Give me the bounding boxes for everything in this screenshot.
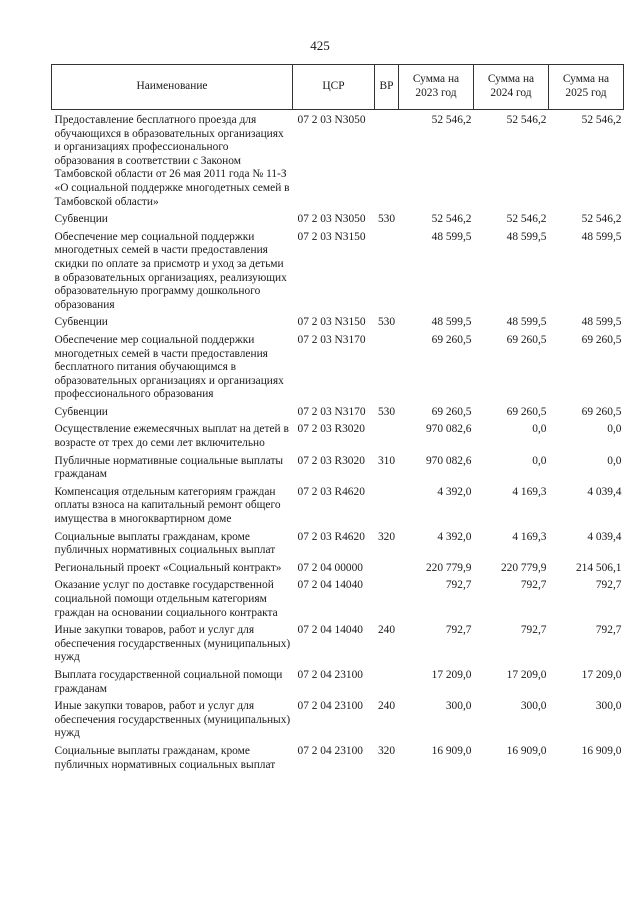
cell-sum-2025: 48 599,5 — [581, 230, 622, 243]
cell-sum-2025: 300,0 — [595, 700, 622, 713]
cell-name: Субвенции — [54, 316, 108, 329]
cell-sum-2023: 52 546,2 — [431, 213, 472, 226]
cell-sum-2025: 52 546,2 — [581, 213, 622, 226]
table-row — [52, 579, 624, 624]
header-sum-2023: Сумма на 2023 год — [399, 65, 474, 110]
cell-sum-2025: 52 546,2 — [581, 114, 622, 126]
cell-csr: 07 2 03 N3050 — [297, 114, 366, 126]
table-row — [52, 745, 624, 776]
cell-vr: 320 — [377, 530, 396, 543]
header-sum-2024: Сумма на 2024 год — [474, 65, 549, 110]
cell-sum-2024: 4 169,3 — [512, 530, 547, 543]
table-row — [52, 486, 624, 531]
cell-vr: 530 — [377, 405, 396, 418]
cell-csr: 07 2 04 23100 — [297, 744, 363, 757]
table-row — [52, 455, 624, 486]
cell-csr: 07 2 04 23100 — [297, 700, 363, 713]
table-row — [52, 531, 624, 562]
cell-sum-2024: 16 909,0 — [506, 744, 547, 757]
cell-vr — [375, 231, 399, 317]
cell-sum-2024: 0,0 — [532, 454, 547, 467]
cell-sum-2025: 792,7 — [595, 624, 622, 637]
cell-sum-2025: 4 039,4 — [587, 485, 622, 498]
cell-sum-2024: 220 779,9 — [500, 561, 547, 574]
cell-vr — [375, 486, 399, 531]
cell-csr: 07 2 03 N3150 — [297, 316, 366, 329]
cell-sum-2023: 17 209,0 — [431, 668, 472, 681]
cell-name: Компенсация отдельным категориям граждан оплаты взноса на капитальный ремонт общего имущества в многоквартирном доме — [54, 485, 281, 526]
cell-vr — [375, 562, 399, 580]
cell-name: Региональный проект «Социальный контракт» — [54, 561, 282, 574]
table-header-row — [52, 65, 624, 110]
cell-sum-2025: 0,0 — [607, 423, 622, 436]
cell-sum-2023: 4 392,0 — [437, 485, 472, 498]
table-row — [52, 669, 624, 700]
cell-sum-2023: 69 260,5 — [431, 405, 472, 418]
cell-name: Публичные нормативные социальные выплаты гражданам — [54, 454, 284, 481]
cell-sum-2024: 792,7 — [520, 579, 547, 592]
table-row — [52, 316, 624, 334]
cell-sum-2025: 0,0 — [607, 454, 622, 467]
cell-vr: 530 — [377, 213, 396, 226]
header-sum-2025: Сумма на 2025 год — [549, 65, 624, 110]
table-body — [52, 110, 624, 777]
cell-sum-2024: 48 599,5 — [506, 316, 547, 329]
cell-vr: 310 — [377, 454, 396, 467]
table-row — [52, 334, 624, 406]
page-number: 425 — [310, 38, 330, 53]
cell-vr: 530 — [377, 316, 396, 329]
cell-sum-2024: 69 260,5 — [506, 333, 547, 346]
cell-sum-2024: 52 546,2 — [506, 114, 547, 126]
header-csr: ЦСР — [293, 65, 375, 110]
cell-sum-2023: 4 392,0 — [437, 530, 472, 543]
table-row — [52, 110, 624, 214]
cell-sum-2023: 970 082,6 — [425, 454, 472, 467]
header-vr: ВР — [375, 65, 399, 110]
table-row — [52, 213, 624, 231]
cell-csr: 07 2 03 R3020 — [297, 423, 365, 436]
cell-sum-2025: 214 506,1 — [575, 561, 622, 574]
cell-sum-2024: 4 169,3 — [512, 485, 547, 498]
cell-name: Субвенции — [54, 405, 108, 418]
cell-name: Обеспечение мер социальной поддержки многодетных семей в части предоставления скидки по оплате за присмотр и уход за детьми в образовательных организациях, реализующих образовательную программу дошкольного образования — [54, 230, 287, 311]
cell-sum-2025: 48 599,5 — [581, 316, 622, 329]
cell-sum-2025: 17 209,0 — [581, 668, 622, 681]
budget-table — [51, 64, 624, 776]
cell-sum-2024: 300,0 — [520, 700, 547, 713]
cell-vr — [375, 423, 399, 454]
cell-name: Иные закупки товаров, работ и услуг для обеспечения государственных (муниципальных) нужд — [54, 624, 291, 664]
cell-name: Предоставление бесплатного проезда для обучающихся в образовательных организациях и организациях профессионального образования в соответствии с Законом Тамбовской области от 26 мая 2011 года № 11-З «О социальной поддержке многодетных семей в Тамбовской области» — [54, 114, 290, 208]
table-row — [52, 700, 624, 745]
cell-name: Иные закупки товаров, работ и услуг для обеспечения государственных (муниципальных) нужд — [54, 700, 291, 740]
cell-csr: 07 2 04 14040 — [297, 579, 363, 592]
cell-name: Социальные выплаты гражданам, кроме публичных нормативных социальных выплат — [54, 530, 276, 557]
cell-sum-2023: 792,7 — [445, 624, 472, 637]
table-row — [52, 562, 624, 580]
cell-sum-2023: 48 599,5 — [431, 230, 472, 243]
cell-name: Субвенции — [54, 213, 108, 226]
cell-sum-2025: 16 909,0 — [581, 744, 622, 757]
cell-name: Осуществление ежемесячных выплат на детей в возрасте от трех до семи лет включительно — [54, 423, 289, 450]
cell-sum-2024: 0,0 — [532, 423, 547, 436]
table-row — [52, 231, 624, 317]
cell-name: Социальные выплаты гражданам, кроме публичных нормативных социальных выплат — [54, 744, 276, 771]
cell-sum-2023: 792,7 — [445, 579, 472, 592]
cell-sum-2024: 792,7 — [520, 624, 547, 637]
cell-name: Обеспечение мер социальной поддержки многодетных семей в части предоставления бесплатного питания обучающимся в образовательных организациях и организациях профессионального образования — [54, 333, 284, 401]
cell-csr: 07 2 03 R4620 — [297, 530, 365, 543]
cell-csr: 07 2 03 N3150 — [297, 230, 366, 243]
cell-vr: 240 — [377, 700, 396, 713]
header-name: Наименование — [52, 65, 293, 110]
cell-csr: 07 2 03 N3170 — [297, 333, 366, 346]
cell-csr: 07 2 04 00000 — [297, 561, 363, 574]
cell-name: Выплата государственной социальной помощи гражданам — [54, 668, 283, 695]
cell-sum-2023: 48 599,5 — [431, 316, 472, 329]
cell-vr — [375, 110, 399, 214]
cell-csr: 07 2 04 14040 — [297, 624, 363, 637]
cell-csr: 07 2 03 N3170 — [297, 405, 366, 418]
cell-sum-2023: 300,0 — [445, 700, 472, 713]
cell-name: Оказание услуг по доставке государственной социальной помощи отдельным категориям граждан на основании социального контракта — [54, 579, 278, 619]
cell-csr: 07 2 03 N3050 — [297, 213, 366, 226]
cell-vr — [375, 334, 399, 406]
table-row — [52, 406, 624, 424]
cell-sum-2025: 4 039,4 — [587, 530, 622, 543]
table-row — [52, 624, 624, 669]
cell-sum-2025: 69 260,5 — [581, 333, 622, 346]
table-row — [52, 423, 624, 454]
cell-sum-2024: 17 209,0 — [506, 668, 547, 681]
cell-sum-2024: 69 260,5 — [506, 405, 547, 418]
cell-sum-2025: 69 260,5 — [581, 405, 622, 418]
cell-sum-2025: 792,7 — [595, 579, 622, 592]
cell-csr: 07 2 04 23100 — [297, 668, 363, 681]
cell-vr — [375, 669, 399, 700]
cell-sum-2024: 52 546,2 — [506, 213, 547, 226]
cell-sum-2024: 48 599,5 — [506, 230, 547, 243]
cell-vr: 320 — [377, 744, 396, 757]
cell-sum-2023: 69 260,5 — [431, 333, 472, 346]
cell-csr: 07 2 03 R4620 — [297, 485, 365, 498]
cell-sum-2023: 52 546,2 — [431, 114, 472, 126]
cell-sum-2023: 220 779,9 — [425, 561, 472, 574]
cell-vr: 240 — [377, 624, 396, 637]
cell-csr: 07 2 03 R3020 — [297, 454, 365, 467]
cell-sum-2023: 16 909,0 — [431, 744, 472, 757]
cell-sum-2023: 970 082,6 — [425, 423, 472, 436]
cell-vr — [375, 579, 399, 624]
